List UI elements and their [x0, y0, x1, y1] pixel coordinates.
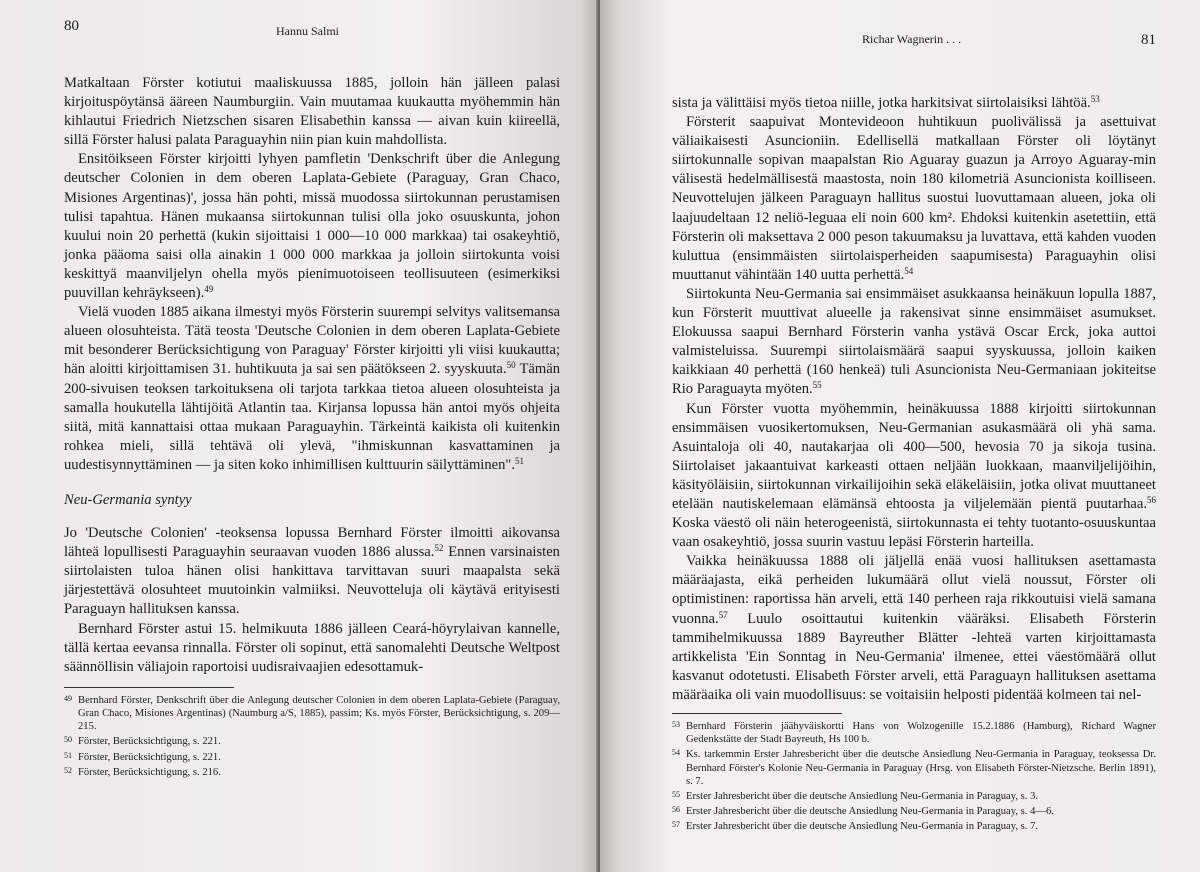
footnote-ref[interactable]: 53 — [1090, 94, 1100, 104]
footnote: 56 Erster Jahresbericht über die deutsche Ansiedlung Neu-Germania in Paraguay, s. 4—6. — [672, 805, 1054, 818]
paragraph: sista ja välittäisi myös tietoa niille, jotka harkitsivat siirtolaisiksi lähtöä.$^{53}$ — [672, 94, 1100, 111]
footnote-ref[interactable]: 52 — [434, 543, 444, 554]
footnotes — [64, 694, 560, 779]
footnote-ref[interactable]: 55 — [812, 380, 822, 391]
left-page-header — [64, 18, 560, 52]
footnote: 52 Förster, Berücksichtigung, s. 216. — [64, 765, 221, 778]
footnote: 57 Erster Jahresbericht über die deutsche Ansiedlung Neu-Germania in Paraguay, s. 7. — [672, 820, 1039, 833]
paragraph: Kun Förster vuotta myöhemmin, heinäkuussa 1888 kirjoitti siirtokunnan ensimmäisen vuosikertomuksen, Neu-Germanian asukasmäärä oli yhä sama. Asuintaloja oli 40, nautakarjaa oli 400—500, hevosia 70 ja sikoja tusina. Siirtolaiset jakaantuivat karkeasti ottaen neljään luokkaan, maanviljelijöihin, käsityöläisiin, siirtokunnan virkailijoihin sekä eläkeläisiin, jotka olivat muuttaneet etelään nautiskelemaan elämänsä ehtoosta ja viljelemään pientä puutarhaa.$^{56}$ Koska väestö oli näin heterogeenistä, siirtokunnasta ei tehty tuotanto-osuuskuntaa vaan osakeyhtiö, jossa suurin vastuu lepäsi Försterin harteilla. — [672, 400, 1156, 551]
right-page-header — [672, 22, 1156, 56]
paragraph: Matkaltaan Förster kotiutui maaliskuussa 1885, jolloin hän jälleen palasi kirjoituspöytänsä ääreen Naumburgiin. Vain muutamaa kuukautta myöhemmin hän kihlautui Friedrich Nietzschen sisaren Elisabethin kanssa — aivan kuin kiireellä, sillä Förster halusi palata Paraguayhin niin pian kuin mahdollista. — [64, 75, 560, 149]
footnote-divider — [672, 713, 842, 714]
running-head: Hannu Salmi — [276, 24, 339, 38]
right-page — [600, 0, 1200, 872]
footnote-ref[interactable]: 50 — [506, 360, 516, 371]
footnotes — [672, 720, 1156, 834]
page-number: 80 — [64, 18, 79, 34]
footnote: 51 Förster, Berücksichtigung, s. 221. — [64, 750, 221, 763]
paragraph: Försterit saapuivat Montevideoon huhtikuun puolivälissä ja asettuivat väliaikaisesti Asuncioniin. Edellisellä matkallaan Förster oli löytänyt siirtokunnalle sopivan maapalstan Rio Aguaray guazun ja Arroyo Aguaray-min välisestä hedelmällisestä maastosta, noin 180 kilometriä Asuncionista koilliseen. Neuvottelujen jälkeen Paraguayn hallitus suostui luovuttamaan alueen, joka oli laajuudeltaan 12 neliö-leguaa eli noin 600 km². Ehdoksi kuitenkin asetettiin, että Försterin oli maksettava 2 000 peson takuumaksu ja luvattava, että kahden vuoden kuluttua (ensimmäisten siirtolaisperheiden saapumisesta) Paraguayhin olisi muuttanut vähintään 140 uutta perhettä.$^{54}$ — [672, 114, 1156, 283]
footnote-divider — [64, 687, 234, 688]
paragraph: Siirtokunta Neu-Germania sai ensimmäiset asukkaansa heinäkuun lopulla 1887, kun Försterit muuttivat alueelle ja rakensivat sinne ensimmäiset asumukset. Elokuussa saapui Bernhard Försterin vanha ystävä Oscar Erck, joka auttoi valmisteluissa. Suurempi siirtolaismäärä saapui syyskuussa, jolloin kaiken kaikkiaan 40 perhettä (160 henkeä) tuli Asuncionista Neu-Germaniaan jokiteitse Rio Paraguayta myöten.$^{55}$ — [672, 285, 1156, 398]
footnote: 53 Bernhard Försterin jäähyväiskortti Hans von Wolzogenille 15.2.1886 (Hamburg), Richard Wagner Gedenkstätte der Stadt Bayreuth, Hs 100 b. — [672, 720, 1156, 746]
paragraph: Vielä vuoden 1885 aikana ilmestyi myös Försterin suurempi selvitys valitsemansa alueen olosuhteista. Tätä teosta 'Deutsche Colonien in dem oberen Laplata-Gebiete mit besonderer Berücksichtigung von Paraguay' Förster kirjoitti yli viisi kuukautta; hän aloitti kirjoittamisen 31. huhtikuuta ja sai sen päätökseen 2. syyskuuta.$^{50}$ Tämän 200-sivuisen teoksen tarkoituksena oli tarjota tarkkaa tietoa alueen olosuhteista ja samalla houkutella lähtijöitä Atlantin taa. Kirjansa lopussa hän antoi myös ohjeita siitä, mitä kannattaisi ottaa mukaan Paraguayhin. Tärkeintä kaikista oli kuitenkin rohkea mieli, sillä tehtävä oli ylevä, "ihmiskunnan kasvattaminen ja uudestisynnyttäminen — ja siten koko inhimillisen kulttuurin säilyttäminen".$^{51}$ — [64, 304, 561, 473]
paragraph: Vaikka heinäkuussa 1888 oli jäljellä enää vuosi hallituksen asettamasta määräajasta, eikä perheiden lukumäärä ollut vielä noussut, Förster oli optimistinen: raportissa hän arveli, että 140 perheen raja rikkoutuisi vielä samana vuonna.$^{57}$ Luulo osoittautui kuitenkin vääräksi. Elisabeth Försterin tammihelmikuussa 1889 Bayreuther Blätter -lehteä varten kirjoittamasta artikkelista 'Ein Sonntag in Neu-Germania' ilmenee, ettei väestömäärä ollut kasvanut odotetusti. Elisabeth Förster arveli, että Paraguayn hallituksen asettama määräaika oli vain muodollisuus: se voitaisiin helposti pidentää kolmeen tai nel- — [672, 553, 1156, 703]
paragraph: Bernhard Förster astui 15. helmikuuta 1886 jälleen Ceará-höyrylaivan kannelle, tällä kertaa eevansa rinnalla. Förster oli sopinut, että sanomalehti Deutsche Weltpost säännöllisin väliajoin raportoisi uudisraivaajien edesottamuk- — [64, 620, 560, 675]
footnote: 55 Erster Jahresbericht über die deutsche Ansiedlung Neu-Germania in Paraguay, s. 3. — [672, 790, 1039, 803]
page-number: 81 — [1141, 32, 1156, 48]
footnote: 50 Förster, Berücksichtigung, s. 221. — [64, 735, 221, 748]
footnote-ref[interactable]: 49 — [204, 284, 214, 295]
paragraph: Jo 'Deutsche Colonien' -teoksensa lopussa Bernhard Förster ilmoitti aikovansa lähteä lopullisesti Paraguayhin seuraavan vuoden 1886 alussa.$^{52}$ Ennen varsinaisten siirtolaisten tuloa hänen olisi hankittava tarvittavan suuri maapalsta sekä järjestettävä olosuhteet muutoinkin valmiiksi. Neuvotteluja oli käytävä erityisesti Paraguayn hallituksen kanssa. — [64, 525, 560, 618]
running-head: Richar Wagnerin . . . — [862, 32, 962, 46]
footnote-ref[interactable]: 51 — [515, 455, 525, 466]
left-page — [0, 0, 598, 872]
footnote-ref[interactable]: 54 — [904, 265, 914, 276]
footnote-ref[interactable]: 56 — [1147, 494, 1156, 505]
right-body-text — [672, 94, 1156, 705]
footnote-ref[interactable]: 57 — [718, 609, 728, 620]
footnote: 49 Bernhard Förster, Denkschrift über die Anlegung deutscher Colonien in dem oberen Laplata-Gebiete (Paraguay, Gran Chaco, Misiones Argentinas) (Naumburg a/S, 1885), passim; Ks. myös Förster, Berücksichtigung, s. 209—215. — [64, 693, 560, 733]
left-body-text — [64, 74, 560, 677]
paragraph: Ensitöikseen Förster kirjoitti lyhyen pamfletin 'Denkschrift über die Anlegung deutscher Colonien in dem oberen Laplata-Gebiete (Paraguay, Gran Chaco, Misiones Argentinas)', jossa hän pohti, missä muodossa siirtokunnan perustamisen tulisi tapahtua. Hänen mukaansa siirtokunnan tulisi olla joko osuuskunta, johon kuului noin 20 perhettä (kukin sijoittaisi 1 000—10 000 markkaa) tai osakeyhtiö, jonka pääoma saisi olla ainakin 1 000 000 markkaa ja jolloin siirtokunta voisi keskittyä maanviljelyn ohella myös pienimuotoiseen teollisuuteen (esimerkiksi puuvillan kehräykseen).$^{49}$ — [64, 151, 560, 302]
section-heading: Neu-Germania syntyy — [64, 491, 192, 508]
footnote: 54 Ks. tarkemmin Erster Jahresbericht über die deutsche Ansiedlung Neu-Germania in Paraguay, teoksessa Dr. Bernhard Förster's Kolonie Neu-Germania in Paraguay (Hrsg. von Elisabeth Förster-Nietzsche. Berlin 1891), s. 7. — [672, 748, 1156, 787]
